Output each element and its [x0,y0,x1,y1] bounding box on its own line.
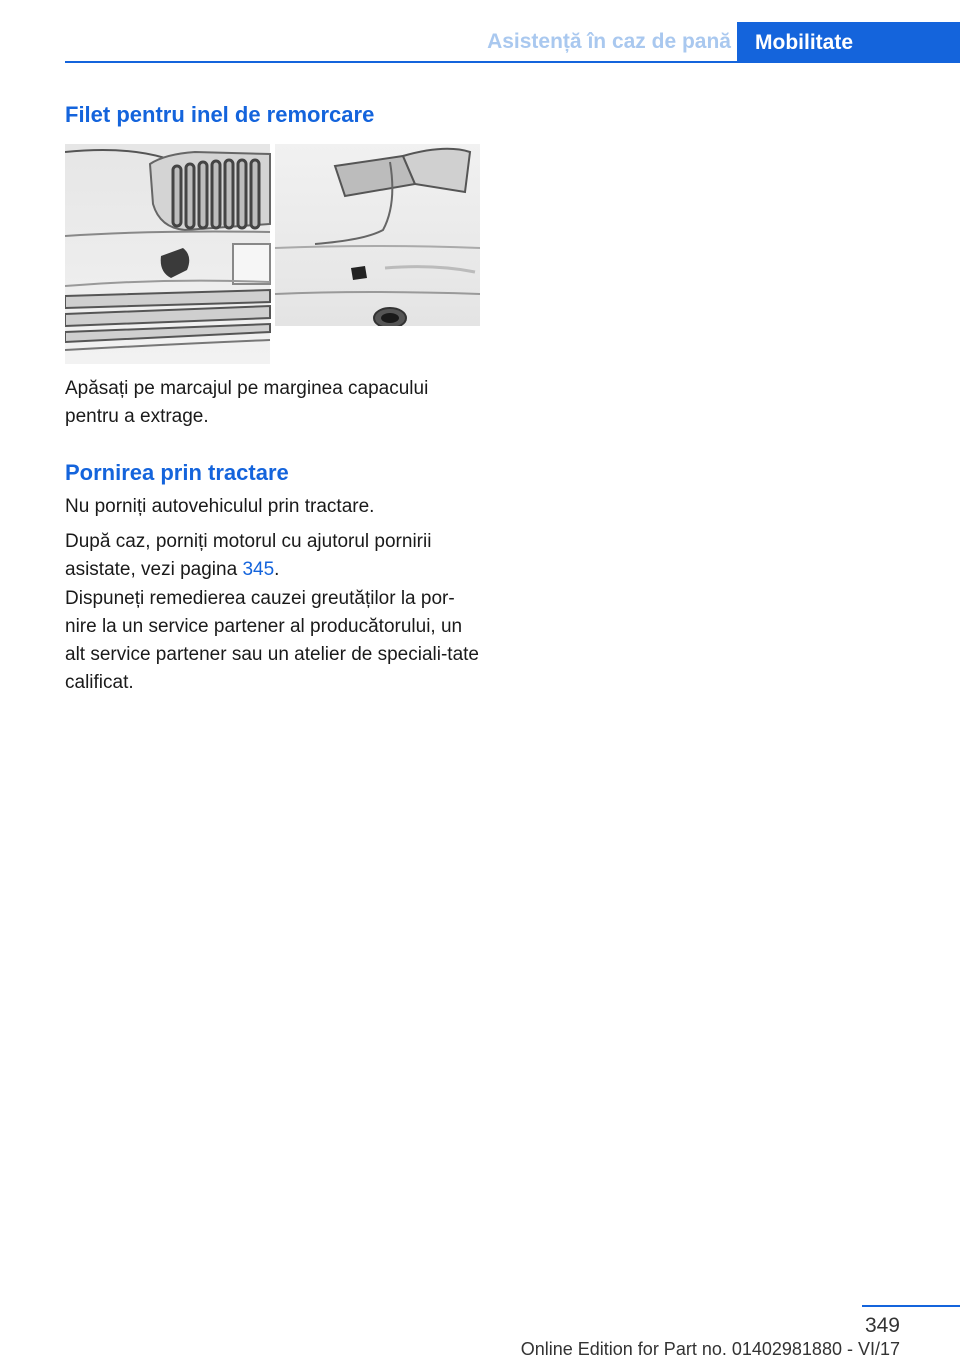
paragraph-no-tow-start: Nu porniți autovehiculul prin tractare. [65,496,375,517]
page-link-345[interactable]: 345 [242,559,275,580]
section-title: Filet pentru inel de remorcare [65,102,375,127]
header-rule [65,61,737,63]
edition-note: Online Edition for Part no. 01402981880 - VI/17 [520,1339,900,1359]
header-section-title: Asistență în caz de pană [487,30,731,53]
bumper-illustration [65,144,480,364]
subsection-title: Pornirea prin tractare [65,460,289,485]
paragraph-jump-start [65,528,485,584]
header-tab-mobilitate: Mobilitate [737,22,960,63]
footer-rule [862,1305,960,1307]
rear-bumper-panel [275,144,480,364]
paragraph-service: Dispuneți remedierea cauzei greutăților la por‐nire la un service partener al producătorului, un alt service partener sau un atelier de speciali‐tate calificat. [65,588,480,693]
page-number: 349 [864,1314,900,1337]
paragraph-jump-start-end: . [274,559,280,580]
tow-eye-thread-figure [65,144,480,364]
image-caption: Apăsați pe marcajul pe marginea capacului pentru a extrage. [65,378,429,427]
paragraph-jump-start-text: După caz, porniți motorul cu ajutorul pornirii asistate, vezi pagina [65,531,432,580]
front-bumper-panel [65,144,270,364]
